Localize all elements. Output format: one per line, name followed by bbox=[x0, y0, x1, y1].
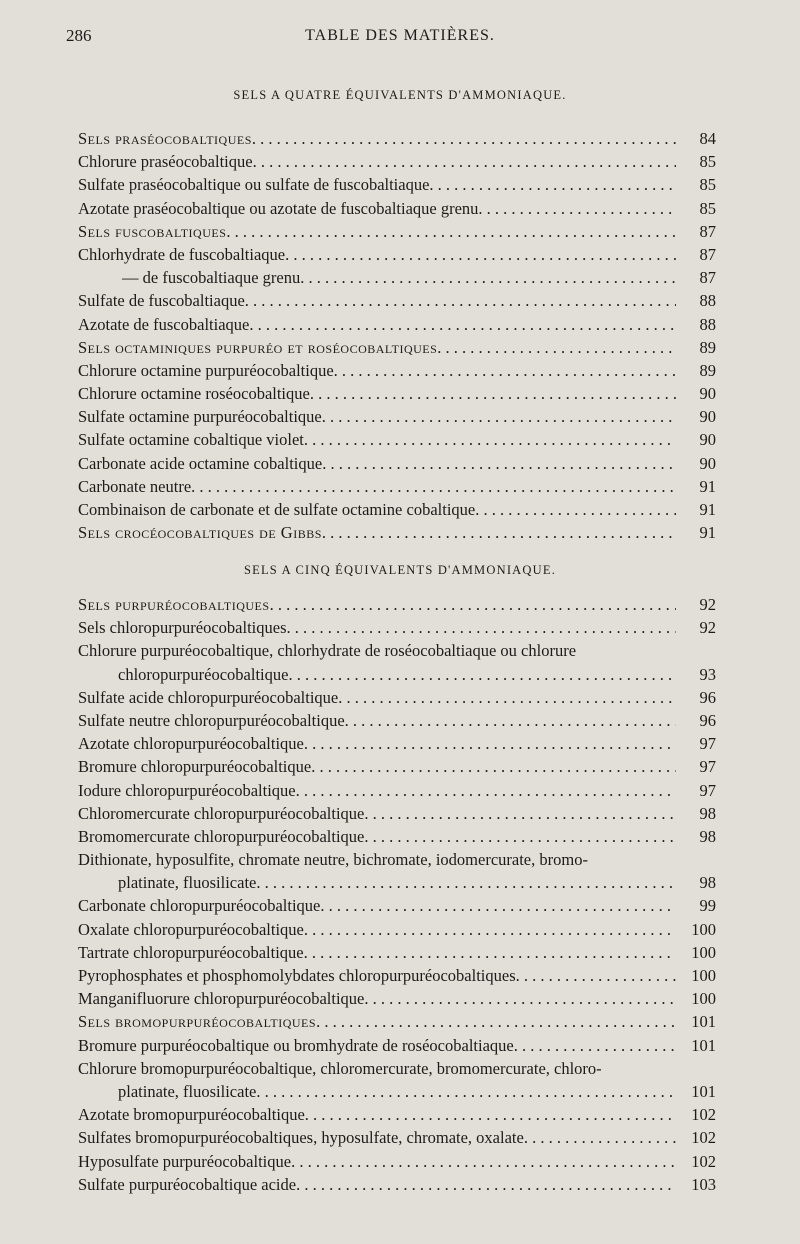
toc-entry bbox=[78, 1126, 716, 1149]
dot-leader bbox=[310, 382, 676, 405]
running-head: TABLE DES MATIÈRES. bbox=[305, 27, 495, 44]
dot-leader bbox=[364, 825, 676, 848]
dot-leader bbox=[320, 894, 676, 917]
dot-leader bbox=[296, 779, 676, 802]
page-ref: 85 bbox=[699, 198, 716, 218]
dot-leader bbox=[304, 732, 676, 755]
entry-continuation-line bbox=[78, 663, 716, 686]
page-ref: 90 bbox=[699, 430, 716, 450]
page-ref: 88 bbox=[699, 291, 716, 311]
page-ref: 87 bbox=[699, 268, 716, 288]
toc-entry bbox=[78, 616, 716, 639]
toc-entry bbox=[78, 1057, 716, 1103]
toc-group-heading bbox=[78, 220, 716, 243]
dot-leader bbox=[437, 336, 676, 359]
toc-entry bbox=[78, 266, 716, 289]
entry-title: Sulfate de fuscobaltiaque bbox=[78, 291, 245, 311]
entry-title: Sulfates bromopurpuréocobaltiques, hyposulfate, chromate, oxalate bbox=[78, 1128, 524, 1148]
page-ref: 100 bbox=[691, 966, 716, 986]
toc-entry bbox=[78, 639, 716, 685]
page-ref: 102 bbox=[691, 1128, 716, 1148]
dot-leader bbox=[287, 616, 677, 639]
dot-leader bbox=[296, 1173, 676, 1196]
entry-title: Sels bromopurpuréocobaltiques bbox=[78, 1012, 317, 1032]
dot-leader bbox=[252, 127, 676, 150]
entry-title: Sulfate neutre chloropurpuréocobaltique bbox=[78, 710, 345, 730]
toc-entry bbox=[78, 941, 716, 964]
dot-leader bbox=[514, 1034, 676, 1057]
toc-entry bbox=[78, 475, 716, 498]
page-ref: 100 bbox=[691, 989, 716, 1009]
toc-entry bbox=[78, 150, 716, 173]
entry-title: Carbonate chloropurpuréocobaltique bbox=[78, 896, 321, 916]
entry-title: Bromomercurate chloropurpuréocobaltique bbox=[78, 826, 365, 846]
page-ref: 97 bbox=[699, 734, 716, 754]
toc-list-cinq bbox=[78, 593, 716, 1196]
entry-title-continuation: platinate, fluosilicate bbox=[118, 1081, 257, 1101]
entry-title: Chlorure octamine purpuréocobaltique bbox=[78, 360, 334, 380]
entry-title: Sulfate praséocobaltique ou sulfate de fuscobaltiaque bbox=[78, 175, 430, 195]
dot-leader bbox=[304, 918, 676, 941]
toc-entry bbox=[78, 498, 716, 521]
page-ref: 101 bbox=[691, 1035, 716, 1055]
page-number: 286 bbox=[66, 26, 92, 45]
entry-title: Combinaison de carbonate et de sulfate octamine cobaltique bbox=[78, 500, 476, 519]
toc-entry bbox=[78, 732, 716, 755]
dot-leader bbox=[270, 593, 676, 616]
entry-title: Iodure chloropurpuréocobaltique bbox=[78, 780, 296, 800]
entry-title: — de fuscobaltiaque grenu bbox=[122, 268, 301, 288]
page-ref: 97 bbox=[699, 757, 716, 777]
page-ref: 101 bbox=[691, 1012, 716, 1032]
entry-title: Chlorhydrate de fuscobaltiaque bbox=[78, 244, 286, 264]
toc-group-heading bbox=[78, 1010, 716, 1033]
entry-title: Chlorure purpuréocobaltique, chlorhydrate de roséocobaltiaque ou chlorure bbox=[78, 641, 577, 661]
entry-title: Hyposulfate purpuréocobaltique bbox=[78, 1151, 292, 1171]
toc-entry bbox=[78, 428, 716, 451]
page-ref: 96 bbox=[699, 687, 716, 707]
page-ref: 96 bbox=[699, 710, 716, 730]
dot-leader bbox=[291, 1150, 676, 1173]
toc-group-heading bbox=[78, 127, 716, 150]
toc-entry bbox=[78, 289, 716, 312]
entry-title: Pyrophosphates et phosphomolybdates chloropurpuréocobaltiques bbox=[78, 966, 516, 986]
dot-leader bbox=[249, 313, 676, 336]
entry-title-continuation: platinate, fluosilicate bbox=[118, 873, 257, 893]
dot-leader bbox=[334, 359, 676, 382]
dot-leader bbox=[304, 428, 676, 451]
entry-title: Azotate chloropurpuréocobaltique bbox=[78, 734, 304, 754]
toc-entry bbox=[78, 243, 716, 266]
toc-entry bbox=[78, 802, 716, 825]
page-ref: 87 bbox=[699, 221, 716, 241]
dot-leader bbox=[226, 220, 676, 243]
dot-leader bbox=[300, 266, 676, 289]
dot-leader bbox=[316, 1010, 676, 1033]
toc-list-quatre bbox=[78, 127, 716, 544]
toc-entry bbox=[78, 918, 716, 941]
toc-entry bbox=[78, 1150, 716, 1173]
entry-title: Sulfate acide chloropurpuréocobaltique bbox=[78, 687, 339, 707]
entry-title: Chloromercurate chloropurpuréocobaltique bbox=[78, 803, 365, 823]
dot-leader bbox=[191, 475, 676, 498]
dot-leader bbox=[322, 521, 676, 544]
page-ref: 98 bbox=[699, 803, 716, 823]
toc-group-heading bbox=[78, 593, 716, 616]
page-ref: 89 bbox=[699, 360, 716, 380]
toc-group-heading bbox=[78, 521, 716, 544]
toc-entry bbox=[78, 313, 716, 336]
entry-title: Chlorure bromopurpuréocobaltique, chloromercurate, bromomercurate, chloro- bbox=[78, 1058, 602, 1078]
entry-title: Sulfate purpuréocobaltique acide bbox=[78, 1174, 297, 1194]
dot-leader bbox=[305, 1103, 676, 1126]
entry-title: Tartrate chloropurpuréocobaltique bbox=[78, 942, 304, 962]
entry-continuation-line bbox=[78, 871, 716, 894]
page-ref: 102 bbox=[691, 1151, 716, 1171]
dot-leader bbox=[311, 755, 676, 778]
page-ref: 101 bbox=[691, 1081, 716, 1101]
toc-entry bbox=[78, 173, 716, 196]
entry-title: Manganifluorure chloropurpuréocobaltique bbox=[78, 989, 365, 1009]
section-heading-cinq: SELS A CINQ ÉQUIVALENTS D'AMMONIAQUE. bbox=[243, 563, 557, 577]
toc-entry bbox=[78, 709, 716, 732]
page-ref: 87 bbox=[699, 244, 716, 264]
dot-leader bbox=[304, 941, 676, 964]
page-ref: 100 bbox=[691, 919, 716, 939]
page-ref: 92 bbox=[699, 595, 716, 614]
entry-title: Carbonate acide octamine cobaltique bbox=[78, 453, 323, 473]
entry-title: Sulfate octamine cobaltique violet bbox=[78, 430, 304, 450]
toc-entry bbox=[78, 1034, 716, 1057]
page-ref: 91 bbox=[699, 523, 716, 543]
dot-leader bbox=[256, 1080, 676, 1103]
dot-leader bbox=[345, 709, 676, 732]
entry-title: Azotate de fuscobaltiaque bbox=[78, 314, 250, 334]
dot-leader bbox=[478, 197, 676, 220]
dot-leader bbox=[256, 871, 676, 894]
entry-title: Bromure purpuréocobaltique ou bromhydrate de roséocobaltiaque bbox=[78, 1035, 514, 1055]
dot-leader bbox=[516, 964, 676, 987]
toc-entry bbox=[78, 964, 716, 987]
toc-entry bbox=[78, 987, 716, 1010]
page-ref: 103 bbox=[691, 1174, 716, 1194]
dot-leader bbox=[288, 663, 676, 686]
page-ref: 85 bbox=[699, 175, 716, 195]
page-ref: 84 bbox=[699, 129, 716, 148]
entry-title: Sels praséocobaltiques bbox=[78, 129, 252, 148]
page-ref: 93 bbox=[699, 664, 716, 684]
dot-leader bbox=[253, 150, 676, 173]
entry-title: Azotate praséocobaltique ou azotate de fuscobaltiaque grenu bbox=[78, 198, 479, 218]
entry-title: Chlorure praséocobaltique bbox=[78, 152, 253, 172]
entry-title: Sels chloropurpuréocobaltiques bbox=[78, 618, 287, 638]
toc-entry bbox=[78, 825, 716, 848]
toc-entry bbox=[78, 848, 716, 894]
dot-leader bbox=[364, 802, 676, 825]
entry-title: Sels fuscobaltiques bbox=[78, 221, 227, 241]
toc-entry bbox=[78, 405, 716, 428]
dot-leader bbox=[429, 173, 676, 196]
entry-title: Sels octaminiques purpuréo et roséocobaltiques bbox=[78, 337, 438, 357]
dot-leader bbox=[245, 289, 676, 312]
entry-title: Azotate bromopurpuréocobaltique bbox=[78, 1105, 305, 1125]
page-ref: 98 bbox=[699, 873, 716, 893]
toc-entry bbox=[78, 894, 716, 917]
page-ref: 100 bbox=[691, 942, 716, 962]
page-ref: 89 bbox=[699, 337, 716, 357]
entry-title-continuation: chloropurpuréocobaltique bbox=[118, 664, 289, 684]
dot-leader bbox=[322, 405, 676, 428]
toc-entry bbox=[78, 755, 716, 778]
entry-title: Oxalate chloropurpuréocobaltique bbox=[78, 919, 304, 939]
page-ref: 99 bbox=[699, 896, 716, 916]
page-ref: 90 bbox=[699, 453, 716, 473]
dot-leader bbox=[364, 987, 676, 1010]
entry-title: Sels crocéocobaltiques de Gibbs bbox=[78, 523, 322, 543]
entry-title: Sulfate octamine purpuréocobaltique bbox=[78, 407, 322, 427]
page-ref: 97 bbox=[699, 780, 716, 800]
entry-title: Sels purpuréocobaltiques bbox=[78, 595, 270, 614]
toc-group-heading bbox=[78, 336, 716, 359]
toc-entry bbox=[78, 1173, 716, 1196]
page-ref: 92 bbox=[699, 618, 716, 638]
entry-title: Dithionate, hyposulfite, chromate neutre, bichromate, iodomercurate, bromo- bbox=[78, 850, 588, 870]
entry-title: Carbonate neutre bbox=[78, 476, 192, 496]
dot-leader bbox=[285, 243, 676, 266]
page-ref: 88 bbox=[699, 314, 716, 334]
toc-entry bbox=[78, 1103, 716, 1126]
dot-leader bbox=[338, 686, 676, 709]
toc-entry bbox=[78, 686, 716, 709]
entry-title: Chlorure octamine roséocobaltique bbox=[78, 384, 310, 404]
dot-leader bbox=[524, 1126, 676, 1149]
dot-leader bbox=[322, 452, 676, 475]
page-ref: 91 bbox=[699, 476, 716, 496]
section-heading-quatre: SELS A QUATRE ÉQUIVALENTS D'AMMONIAQUE. bbox=[233, 88, 567, 102]
dot-leader bbox=[475, 498, 676, 521]
toc-entry bbox=[78, 382, 716, 405]
entry-title: Bromure chloropurpuréocobaltique bbox=[78, 757, 312, 777]
page-ref: 102 bbox=[691, 1105, 716, 1125]
entry-continuation-line bbox=[78, 1080, 716, 1103]
page-ref: 85 bbox=[699, 152, 716, 172]
page-ref: 90 bbox=[699, 384, 716, 404]
toc-entry bbox=[78, 359, 716, 382]
toc-entry bbox=[78, 779, 716, 802]
page-ref: 90 bbox=[699, 407, 716, 427]
page-ref: 91 bbox=[699, 500, 716, 519]
page-ref: 98 bbox=[699, 826, 716, 846]
toc-entry bbox=[78, 452, 716, 475]
toc-entry bbox=[78, 197, 716, 220]
